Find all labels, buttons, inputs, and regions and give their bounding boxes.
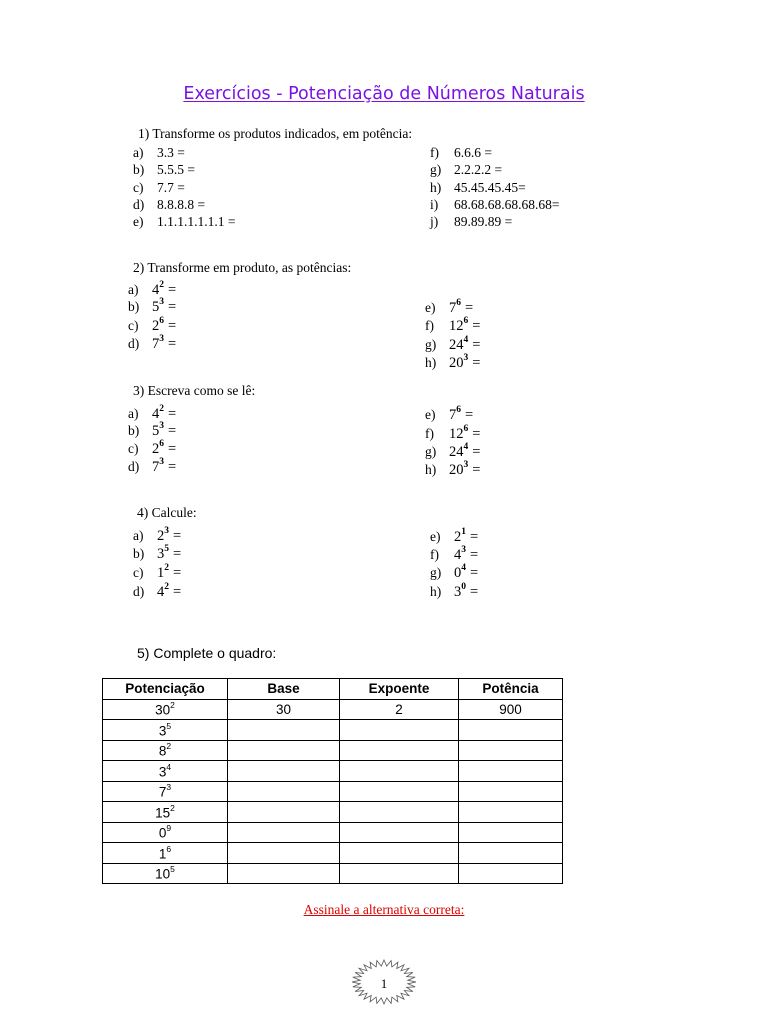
power-exponent: 1 (461, 527, 466, 537)
power-exponent: 6 (159, 439, 164, 449)
cell-potenciacao (103, 740, 228, 761)
cell-base-value: 8 (158, 743, 167, 759)
equals-sign: = (472, 317, 481, 334)
list-item (133, 179, 185, 196)
cell-base (228, 863, 340, 884)
power-exponent: 3 (159, 334, 164, 344)
power-exponent: 2 (164, 563, 169, 573)
power-exponent: 2 (164, 582, 169, 592)
q4-heading: 4) Calcule: (137, 505, 197, 520)
power-exponent: 3 (164, 526, 169, 536)
cell-expoente (340, 822, 459, 843)
power-base: 2 (152, 440, 160, 457)
equals-sign: = (472, 354, 481, 371)
equals-sign: = (472, 336, 481, 353)
list-item (430, 213, 512, 230)
cell-potenciacao (103, 843, 228, 864)
cell-potencia (459, 740, 563, 761)
q1-heading: 1) Transforme os produtos indicados, em potência: (138, 126, 413, 141)
power-base: 2 (454, 528, 462, 545)
power-base: 0 (454, 564, 462, 581)
power-exponent: 2 (159, 280, 164, 290)
equals-sign: = (173, 527, 182, 544)
equals-sign: = (168, 440, 177, 457)
list-item (425, 458, 480, 479)
power-exponent: 3 (159, 421, 164, 431)
power-base: 5 (152, 298, 160, 315)
item-text: 6.6.6 = (454, 145, 492, 160)
item-letter: d) (133, 196, 145, 212)
power-base: 7 (152, 458, 160, 475)
power-expression (449, 462, 480, 478)
item-text: 5.5.5 = (157, 162, 195, 178)
power-base: 12 (449, 425, 464, 442)
power-expression (454, 565, 478, 581)
item-letter: a) (133, 527, 144, 543)
power-exponent: 6 (463, 424, 469, 434)
cell-expoente (340, 740, 459, 761)
cell-base-value: 1 (158, 846, 167, 861)
item-letter: h) (425, 461, 437, 477)
cell-expoente (340, 720, 459, 741)
item-letter: a) (128, 281, 139, 297)
table-row (103, 740, 563, 761)
instruction-text: Assinale a alternativa correta: (303, 902, 465, 917)
list-item (430, 179, 526, 196)
power-expression (152, 459, 176, 475)
table-row (103, 802, 563, 823)
cell-base-value: 30 (155, 702, 171, 718)
cell-potencia (459, 781, 563, 802)
table-row (103, 781, 563, 802)
power-base: 7 (449, 299, 457, 316)
equals-sign: = (465, 406, 474, 423)
q5-heading: 5) Complete o quadro: (137, 645, 277, 661)
power-expression (449, 407, 473, 423)
item-text: 89.89.89 = (454, 214, 513, 230)
list-item (430, 580, 478, 601)
cell-expoente (340, 761, 459, 782)
q3-heading: 3) Escreva como se lê: (133, 383, 256, 398)
equals-sign: = (168, 281, 177, 298)
power-base: 4 (152, 281, 160, 298)
list-item (430, 144, 492, 161)
cell-potencia (459, 720, 563, 741)
cell-exp-value: 9 (166, 823, 172, 833)
power-base: 3 (157, 545, 165, 562)
power-base: 3 (454, 583, 462, 600)
cell-potencia (459, 822, 563, 843)
cell-exp-value: 2 (166, 741, 172, 751)
power-base: 20 (449, 461, 464, 478)
power-base: 4 (454, 546, 462, 563)
header-expoente: Expoente (340, 679, 459, 700)
equals-sign: = (470, 528, 479, 545)
cell-base-value: 0 (158, 825, 167, 841)
power-expression (454, 584, 478, 600)
cell-base-value: 7 (158, 784, 167, 800)
cell-base (228, 822, 340, 843)
item-letter: g) (430, 564, 442, 580)
item-letter: f) (430, 145, 439, 160)
equals-sign: = (472, 461, 481, 478)
power-expression (157, 565, 181, 581)
power-expression (449, 355, 480, 371)
item-letter: e) (425, 406, 436, 422)
power-base: 7 (152, 335, 160, 352)
item-letter: f) (425, 425, 434, 441)
cell-exp-value: 2 (170, 700, 175, 710)
item-letter: h) (430, 583, 442, 599)
equals-sign: = (168, 298, 177, 315)
power-base: 20 (449, 354, 464, 371)
table-row (103, 843, 563, 864)
list-item (425, 351, 480, 372)
item-letter: e) (425, 299, 436, 315)
item-letter: c) (128, 440, 139, 456)
equals-sign: = (168, 335, 177, 352)
list-item (430, 161, 502, 178)
list-item (128, 455, 176, 476)
table-row (103, 720, 563, 741)
power-exponent: 6 (159, 316, 164, 326)
power-expression (449, 318, 480, 334)
list-item (133, 196, 205, 213)
power-base: 2 (157, 527, 165, 544)
cell-base: 30 (228, 699, 340, 720)
power-exponent: 3 (463, 460, 469, 470)
page-title: Exercícios - Potenciação de Números Naturais (183, 84, 585, 104)
item-letter: f) (425, 317, 434, 333)
item-letter: g) (425, 336, 437, 352)
item-letter: c) (133, 564, 144, 580)
cell-potenciacao (103, 720, 228, 741)
item-text: 1.1.1.1.1.1.1 = (157, 214, 236, 230)
cell-expoente: 2 (340, 699, 459, 720)
cell-base (228, 720, 340, 741)
list-item (133, 561, 181, 582)
equals-sign: = (168, 422, 177, 439)
list-item (133, 144, 185, 161)
cell-base (228, 761, 340, 782)
q2-heading: 2) Transforme em produto, as potências: (133, 260, 352, 275)
list-item (128, 295, 176, 316)
item-text: 45.45.45.45= (454, 179, 526, 195)
item-letter: c) (128, 317, 139, 333)
equals-sign: = (173, 564, 182, 581)
item-letter: c) (133, 179, 144, 195)
equals-sign: = (168, 458, 177, 475)
list-item (133, 213, 236, 230)
item-letter: a) (133, 145, 144, 160)
cell-potenciacao (103, 761, 228, 782)
list-item (430, 561, 478, 582)
equals-sign: = (472, 425, 481, 442)
power-base: 5 (152, 422, 160, 439)
item-letter: d) (128, 458, 140, 474)
list-item (425, 403, 473, 424)
power-exponent: 4 (463, 442, 469, 452)
cell-exp-value: 5 (166, 720, 172, 731)
power-exponent: 3 (463, 353, 469, 363)
cell-expoente (340, 863, 459, 884)
cell-base-value: 10 (155, 866, 171, 882)
equals-sign: = (465, 299, 474, 316)
header-base: Base (228, 679, 340, 700)
item-letter: d) (133, 583, 145, 599)
item-letter: a) (128, 405, 139, 421)
power-exponent: 4 (463, 335, 469, 345)
power-expression (157, 546, 181, 562)
power-base: 24 (449, 336, 464, 353)
equals-sign: = (173, 545, 182, 562)
list-item (128, 332, 176, 353)
cell-exp-value: 6 (166, 843, 172, 854)
item-letter: b) (128, 298, 140, 314)
cell-potenciacao (103, 781, 228, 802)
item-letter: j) (430, 214, 439, 230)
cell-potenciacao (103, 863, 228, 884)
power-expression (152, 299, 176, 315)
item-letter: b) (133, 545, 145, 561)
power-exponent: 6 (456, 405, 461, 415)
table-row (103, 822, 563, 843)
item-text: 2.2.2.2 = (454, 162, 503, 178)
list-item (133, 542, 181, 563)
cell-expoente (340, 781, 459, 802)
list-item (425, 314, 480, 335)
item-text: 68.68.68.68.68.68= (454, 196, 560, 212)
item-letter: h) (430, 179, 442, 195)
cell-potencia (459, 761, 563, 782)
header-potencia: Potência (459, 679, 563, 700)
table-row (103, 699, 563, 720)
list-item (133, 161, 195, 178)
cell-potencia (459, 802, 563, 823)
item-text: 8.8.8.8 = (157, 196, 206, 212)
item-letter: b) (133, 162, 145, 178)
item-letter: e) (430, 528, 441, 544)
cell-exp-value: 3 (166, 782, 172, 792)
cell-base (228, 843, 340, 864)
power-base: 12 (449, 317, 464, 334)
cell-potenciacao (103, 822, 228, 843)
power-expression (157, 584, 181, 600)
cell-base-value: 15 (155, 805, 171, 820)
potencia-table (102, 678, 563, 884)
power-exponent: 2 (159, 404, 164, 414)
cell-potencia (459, 863, 563, 884)
power-exponent: 6 (463, 316, 469, 326)
item-text: 3.3 = (157, 145, 185, 160)
list-item (133, 580, 181, 601)
item-letter: h) (425, 354, 437, 370)
power-exponent: 6 (456, 298, 461, 308)
item-text: 7.7 = (157, 179, 185, 195)
cell-base (228, 781, 340, 802)
power-exponent: 3 (159, 297, 164, 307)
cell-potencia: 900 (459, 699, 563, 720)
item-letter: d) (128, 335, 140, 351)
cell-exp-value: 5 (170, 864, 175, 874)
equals-sign: = (168, 317, 177, 334)
power-base: 2 (152, 317, 160, 334)
cell-potenciacao (103, 699, 228, 720)
item-letter: b) (128, 422, 140, 438)
page-number: 1 (380, 976, 388, 991)
cell-expoente (340, 843, 459, 864)
equals-sign: = (168, 405, 177, 422)
power-exponent: 3 (461, 545, 466, 555)
cell-potencia (459, 843, 563, 864)
power-exponent: 3 (159, 457, 164, 467)
cell-exp-value: 2 (170, 802, 175, 813)
power-expression (152, 336, 176, 352)
cell-exp-value: 4 (166, 761, 172, 772)
power-base: 4 (152, 405, 160, 422)
cell-base-value: 3 (158, 723, 167, 738)
cell-base (228, 740, 340, 761)
equals-sign: = (472, 443, 481, 460)
table-header-row (103, 679, 563, 700)
equals-sign: = (470, 583, 479, 600)
power-exponent: 5 (164, 544, 169, 554)
item-letter: g) (425, 443, 437, 459)
power-base: 7 (449, 406, 457, 423)
equals-sign: = (470, 546, 479, 563)
cell-base-value: 3 (158, 764, 167, 779)
cell-potenciacao (103, 802, 228, 823)
item-letter: g) (430, 162, 442, 178)
cell-base (228, 802, 340, 823)
power-base: 1 (157, 564, 165, 581)
header-potenciacao: Potenciação (103, 679, 228, 700)
page-number-badge (350, 958, 418, 1006)
cell-expoente (340, 802, 459, 823)
item-letter: e) (133, 214, 144, 230)
item-letter: f) (430, 546, 439, 562)
list-item (430, 196, 560, 213)
starburst-icon (350, 958, 418, 1006)
item-letter: i) (430, 196, 439, 212)
table-row (103, 761, 563, 782)
table-row (103, 863, 563, 884)
power-exponent: 0 (461, 582, 466, 592)
power-base: 4 (157, 583, 165, 600)
equals-sign: = (470, 564, 479, 581)
power-base: 24 (449, 443, 464, 460)
equals-sign: = (173, 583, 182, 600)
power-exponent: 4 (461, 563, 466, 573)
